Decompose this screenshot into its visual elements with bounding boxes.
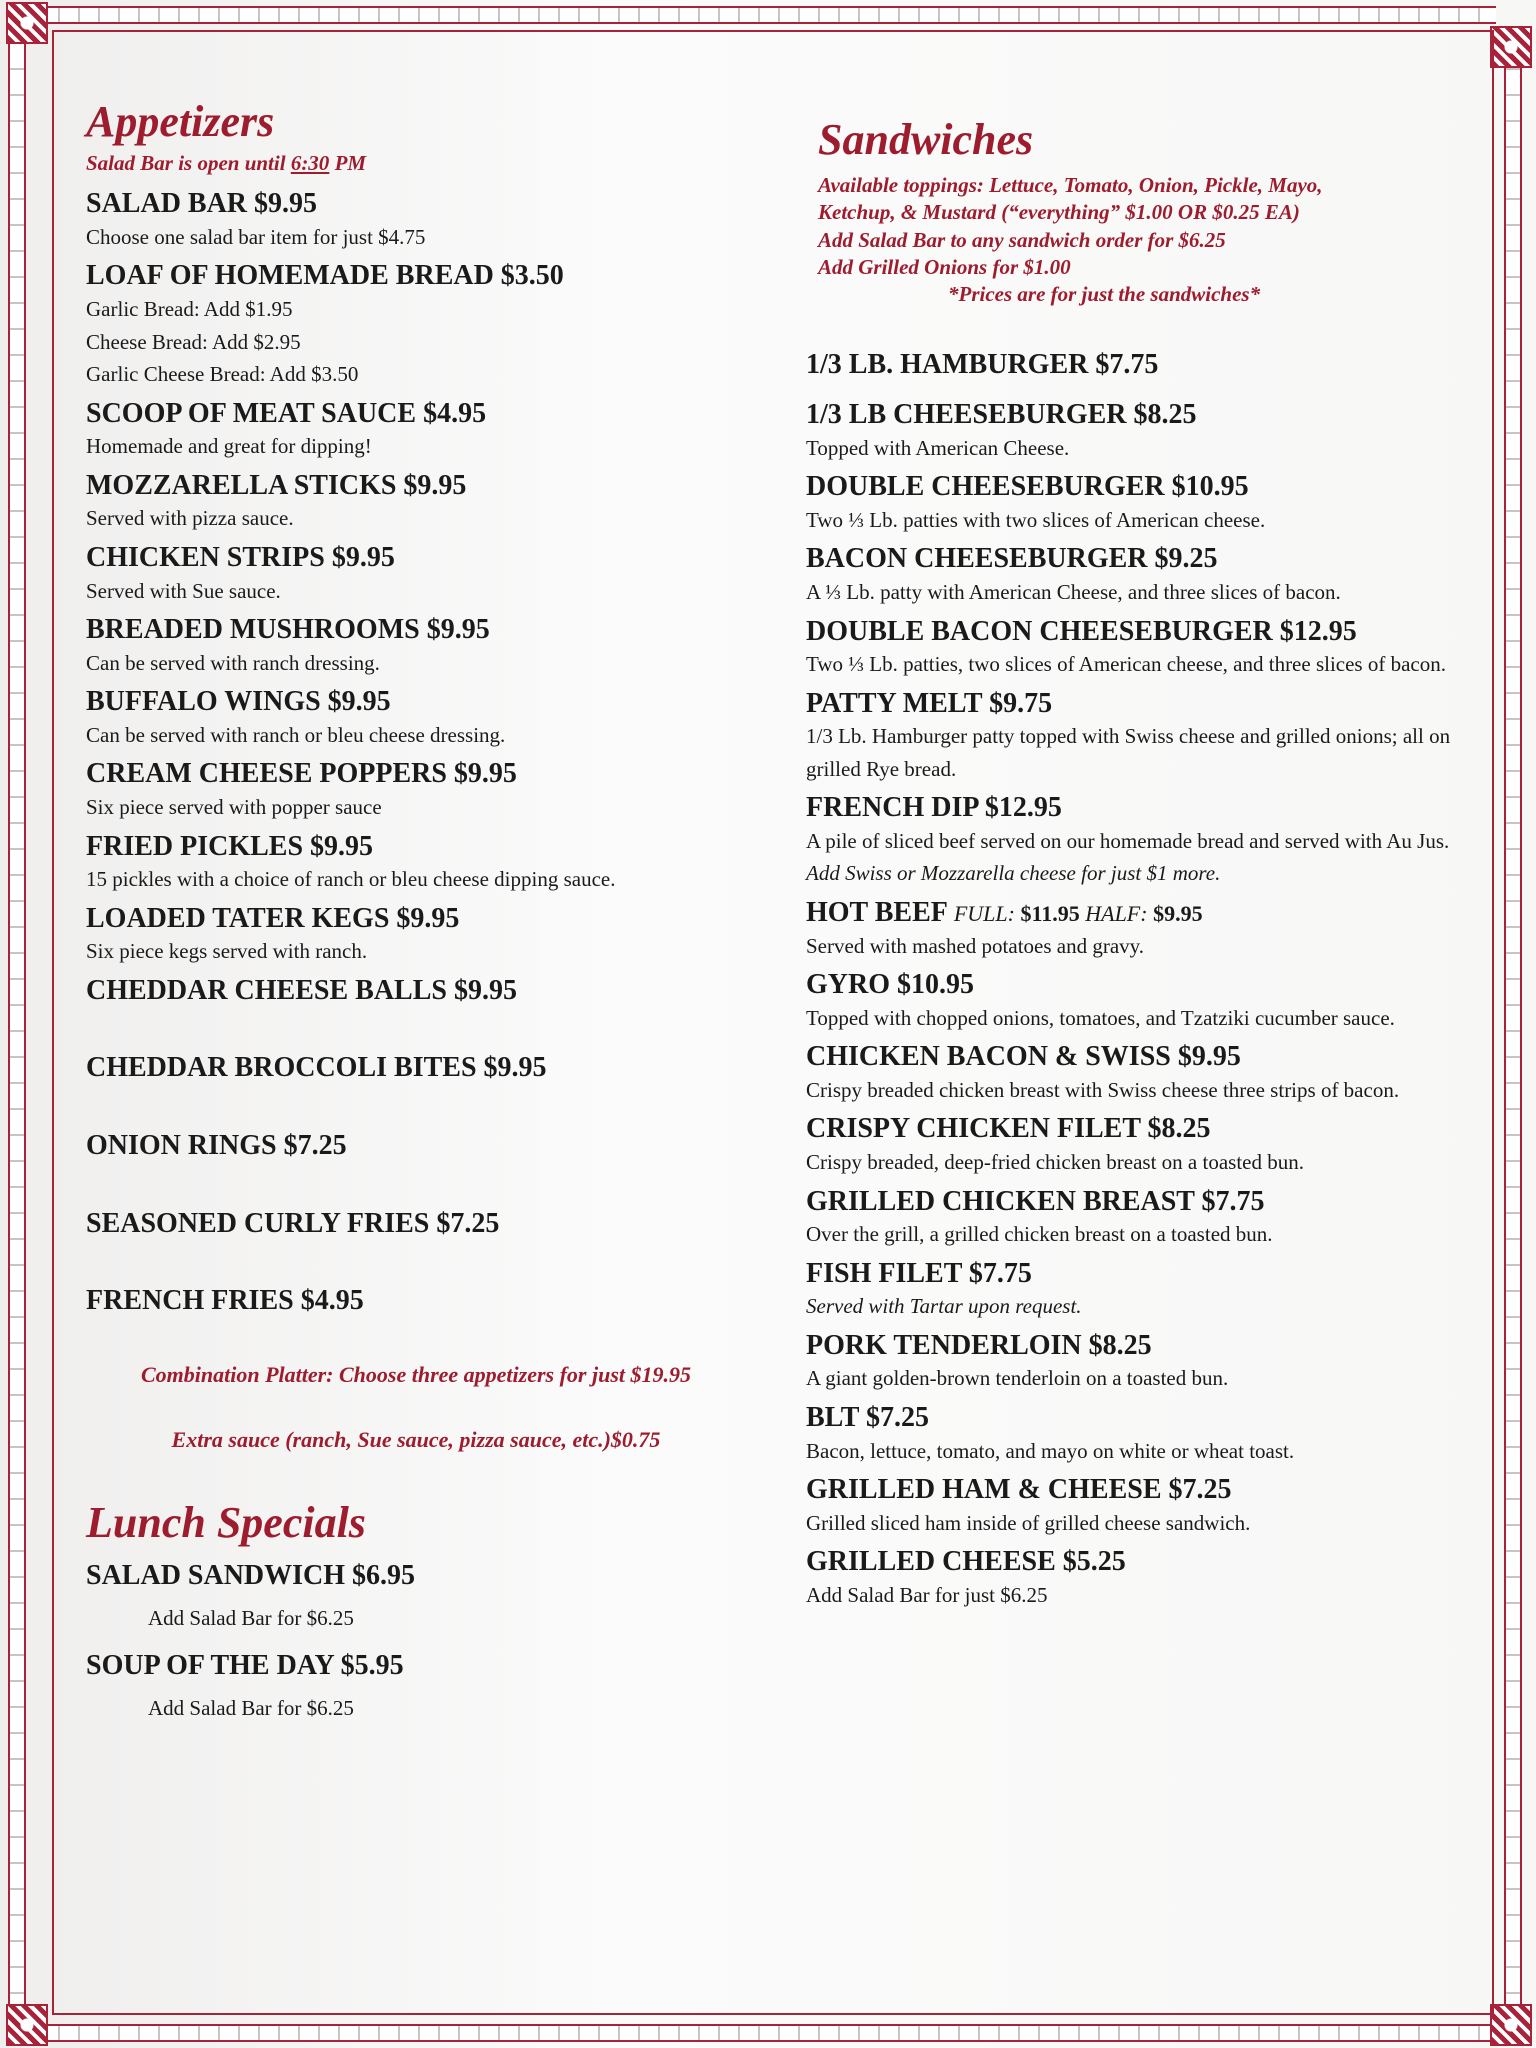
- menu-item-name: SOUP OF THE DAY $5.95: [86, 1649, 404, 1681]
- menu-item-desc: [806, 1290, 1486, 1323]
- menu-item-desc: Two ⅓ Lb. patties with two slices of American cheese.: [806, 507, 1266, 532]
- menu-item-name: CHICKEN BACON & SWISS $9.95: [806, 1041, 1241, 1073]
- menu-item-name: MOZZARELLA STICKS $9.95: [86, 469, 467, 501]
- menu-item-name: FRIED PICKLES $9.95: [86, 830, 374, 862]
- menu-item-desc-text: A pile of sliced beef served on our homemade bread and served with Au Jus.: [806, 828, 1450, 853]
- menu-item-name: SEASONED CURLY FRIES $7.25: [86, 1207, 500, 1239]
- menu-item-name: 1/3 LB CHEESEBURGER $8.25: [806, 399, 1197, 431]
- menu-item-desc: Garlic Bread: Add $1.95: [86, 297, 293, 322]
- menu-item-name: LOADED TATER KEGS $9.95: [86, 902, 460, 934]
- menu-item-desc: Homemade and great for dipping!: [86, 434, 372, 459]
- menu-item-desc: Two ⅓ Lb. patties, two slices of American cheese, and three slices of bacon.: [806, 652, 1446, 677]
- menu-item-name: SCOOP OF MEAT SAUCE $4.95: [86, 397, 487, 429]
- menu-item-desc: Served with mashed potatoes and gravy.: [806, 933, 1145, 958]
- menu-item-name: CHEDDAR BROCCOLI BITES $9.95: [86, 1052, 547, 1084]
- menu-item-name: BREADED MUSHROOMS $9.95: [86, 614, 490, 646]
- menu-item-name: FISH FILET $7.75: [806, 1257, 1032, 1289]
- menu-item-desc: Crispy breaded chicken breast with Swiss cheese three strips of bacon.: [806, 1077, 1400, 1102]
- corner-ornament-bottom-left: [6, 2004, 48, 2046]
- menu-item-desc: Add Salad Bar for just $6.25: [806, 1582, 1048, 1607]
- half-price: $9.95: [1153, 901, 1203, 927]
- menu-item-desc: A giant golden-brown tenderloin on a toasted bun.: [806, 1366, 1229, 1391]
- menu-item-desc: Topped with American Cheese.: [806, 435, 1070, 460]
- menu-item-name: LOAF OF HOMEMADE BREAD $3.50: [86, 260, 564, 292]
- menu-item-name: DOUBLE BACON CHEESEBURGER $12.95: [806, 615, 1357, 647]
- full-price: $11.95: [1020, 901, 1080, 927]
- menu-item-desc: Crispy breaded, deep-fried chicken breast on a toasted bun.: [806, 1150, 1304, 1175]
- menu-item-name: GRILLED CHICKEN BREAST $7.75: [806, 1185, 1265, 1217]
- menu-item-name: CHEDDAR CHEESE BALLS $9.95: [86, 974, 517, 1006]
- menu-item-desc-italic: Served with Tartar upon request.: [806, 1294, 1082, 1319]
- appetizers-title: Appetizers: [86, 97, 275, 146]
- left-column: [86, 97, 776, 1725]
- menu-item-desc: Bacon, lettuce, tomato, and mayo on white or wheat toast.: [806, 1438, 1295, 1463]
- menu-item-desc: Over the grill, a grilled chicken breast on a toasted bun.: [806, 1222, 1273, 1247]
- menu-item-desc: Six piece kegs served with ranch.: [86, 939, 368, 964]
- combination-platter-note: Combination Platter: Choose three appetizers for just $19.95: [140, 1361, 692, 1387]
- toppings-note-line: Add Salad Bar to any sandwich order for $6.25: [818, 227, 1226, 252]
- extra-sauce-note: Extra sauce (ranch, Sue sauce, pizza sauce, etc.)$0.75: [171, 1427, 661, 1453]
- menu-item-desc: Served with Sue sauce.: [86, 578, 281, 603]
- menu-item-name: FRENCH DIP $12.95: [806, 792, 1062, 824]
- menu-item-desc: Add Salad Bar for $6.25: [148, 1606, 354, 1631]
- menu-item-name: GRILLED HAM & CHEESE $7.25: [806, 1474, 1232, 1506]
- salad-bar-hours-time: 6:30: [290, 151, 330, 175]
- salad-bar-hours-text: Salad Bar is open until: [86, 151, 291, 175]
- menu-item-name: 1/3 LB. HAMBURGER $7.75: [806, 349, 1159, 381]
- left-tile-border: [8, 40, 26, 2018]
- half-label: HALF:: [1085, 901, 1148, 927]
- lunch-specials-title: Lunch Specials: [86, 1497, 366, 1547]
- menu-item-name: GYRO $10.95: [806, 969, 974, 1001]
- corner-ornament-top-right: [1490, 26, 1532, 68]
- menu-item-name: PATTY MELT $9.75: [806, 687, 1053, 719]
- toppings-note-line: Add Grilled Onions for $1.00: [818, 254, 1071, 279]
- toppings-note-line: Available toppings: Lettuce, Tomato, Onion, Pickle, Mayo,: [818, 173, 1323, 197]
- menu-item-name: FRENCH FRIES $4.95: [86, 1285, 364, 1317]
- price-note: *Prices are for just the sandwiches*: [948, 282, 1261, 307]
- menu-item-name: PORK TENDERLOIN $8.25: [806, 1329, 1152, 1361]
- menu-item-desc: Topped with chopped onions, tomatoes, and Tzatziki cucumber sauce.: [806, 1005, 1395, 1030]
- menu-item-name: SALAD BAR $9.95: [86, 188, 318, 220]
- menu-item-name: DOUBLE CHEESEBURGER $10.95: [806, 471, 1249, 503]
- menu-item-name: ONION RINGS $7.25: [86, 1129, 347, 1161]
- menu-item-desc: [806, 825, 1486, 890]
- menu-item-name: CREAM CHEESE POPPERS $9.95: [86, 758, 517, 790]
- menu-item-desc: Garlic Cheese Bread: Add $3.50: [86, 362, 359, 387]
- menu-item-name: SALAD SANDWICH $6.95: [86, 1559, 416, 1591]
- menu-item-name: CRISPY CHICKEN FILET $8.25: [806, 1113, 1211, 1145]
- menu-item-desc: Choose one salad bar item for just $4.75: [86, 224, 426, 249]
- menu-item-name: BACON CHEESEBURGER $9.25: [806, 543, 1218, 575]
- salad-bar-hours-suffix: PM: [329, 151, 367, 175]
- toppings-note: [818, 172, 1486, 308]
- corner-ornament-bottom-right: [1490, 2004, 1532, 2046]
- menu-item-name: BUFFALO WINGS $9.95: [86, 686, 391, 718]
- menu-item-desc: A ⅓ Lb. patty with American Cheese, and three slices of bacon.: [806, 579, 1341, 604]
- top-tile-border: [40, 6, 1496, 24]
- full-label: FULL:: [953, 901, 1015, 927]
- salad-bar-hours: [86, 150, 776, 177]
- menu-item-desc: 15 pickles with a choice of ranch or bleu cheese dipping sauce.: [86, 867, 616, 892]
- menu-item-desc: Can be served with ranch dressing.: [86, 650, 380, 675]
- menu-item-desc-italic: Add Swiss or Mozzarella cheese for just $1 more.: [806, 861, 1221, 886]
- right-column: [806, 115, 1486, 1611]
- corner-ornament-top-left: [6, 2, 48, 44]
- menu-item-desc: Grilled sliced ham inside of grilled cheese sandwich.: [806, 1510, 1251, 1535]
- menu-item-desc: Add Salad Bar for $6.25: [148, 1696, 354, 1721]
- menu-item-name: HOT BEEF: [806, 897, 947, 929]
- sandwiches-title: Sandwiches: [818, 115, 1034, 164]
- menu-item-desc: Can be served with ranch or bleu cheese dressing.: [86, 722, 506, 747]
- menu-item-name: CHICKEN STRIPS $9.95: [86, 541, 395, 573]
- bottom-tile-border: [40, 2024, 1496, 2042]
- menu-item-desc: Cheese Bread: Add $2.95: [86, 329, 301, 354]
- menu-item-desc: Served with pizza sauce.: [86, 506, 294, 531]
- toppings-note-line: Ketchup, & Mustard (“everything” $1.00 OR $0.25 EA): [818, 200, 1300, 225]
- right-tile-border: [1504, 40, 1522, 2018]
- menu-item-name: GRILLED CHEESE $5.25: [806, 1546, 1126, 1578]
- menu-item-name: BLT $7.25: [806, 1402, 929, 1433]
- menu-item-desc: 1/3 Lb. Hamburger patty topped with Swiss cheese and grilled onions; all on grilled Rye bread.: [806, 724, 1451, 781]
- menu-item-hot-beef: [806, 896, 1486, 930]
- menu-item-desc: Six piece served with popper sauce: [86, 794, 382, 819]
